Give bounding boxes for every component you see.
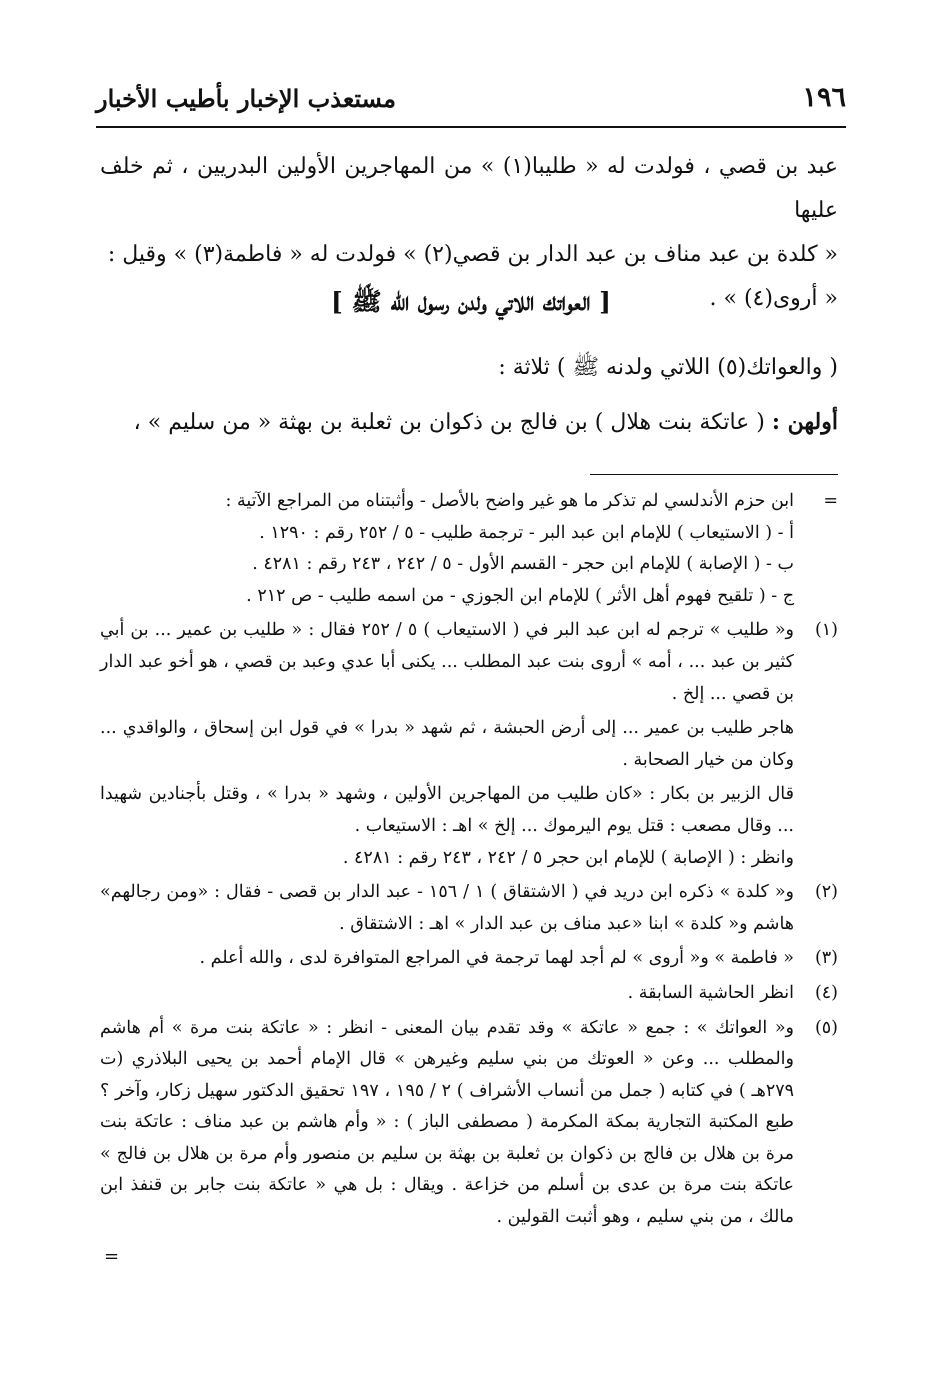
footnote-number: (١): [814, 620, 838, 641]
main-line-3: « أروى(٤) » .: [709, 286, 838, 311]
footnote-number: (٢): [814, 882, 838, 903]
main-line-1: عبد بن قصي ، فولدت له « طليبا(١) » من المهاجرين الأولين البدريين ، ثم خلف عليها: [100, 154, 838, 223]
footnote-paragraph: ب - ( الإصابة ) للإمام ابن حجر - القسم الأول - ٥ / ٢٤٢ ، ٢٤٣ رقم : ٤٢٨١ .: [252, 554, 794, 575]
footnote-paragraph: انظر الحاشية السابقة .: [627, 982, 794, 1003]
first-line-text: ( عاتكة بنت هلال ) بن فالج بن ذكوان بن ثعلبة بن بهثة « من سليم » ،: [133, 410, 765, 435]
footnote-1: [100, 615, 838, 874]
header-rule: [96, 126, 846, 128]
intro-line: ( والعواتك(٥) اللاتي ولدنه ﷺ ) ثلاثة :: [498, 355, 838, 380]
footnote-3: [100, 943, 838, 975]
footnote-paragraph: وانظر : ( الإصابة ) للإمام ابن حجر ٥ / ٢٤٢ ، ٢٤٣ رقم : ٤٢٨١ .: [342, 847, 794, 868]
footnote-paragraph: و« العواتك » : جمع « عاتكة » وقد تقدم بيان المعنى - انظر : « عاتكة بنت مرة » أم هاشم والمطلب ... وعن « العوتك من بني سليم وغيرهن » قال الإمام أحمد بن يحيى البلاذري (ت ٢٧٩هـ ) في كتابه ( جمل من أنساب الأشراف ) ٢ / ١٩٥ ، ١٩٧ تحقيق الدكتور سهيل زكار، وآخر ؟ طبع المكتبة التجارية بمكة المكرمة ( مصطفى الباز ) : « وأم هاشم بن عبد مناف : عاتكة بنت مرة بن هلال بن فالج بن ذكوان بن ثعلبة بن بهثة بن سليم بن منصور وأم مرة بن هلال بن فالج » عاتكة بنت مرة بن عدى بن أسلم من خزاعة . ويقال : بل هي « عاتكة بنت جابر بن قنفذ ابن مالك ، من بني سليم ، وهو أثبت القولين .: [100, 1017, 795, 1228]
footnote-5: [100, 1013, 838, 1234]
footnote-number: =: [823, 491, 838, 511]
footnote-number: (٥): [814, 1017, 838, 1038]
footnote-paragraph: أ - ( الاستيعاب ) للإمام ابن عبد البر - ترجمة طليب - ٥ / ٢٥٢ رقم : ١٢٩٠ .: [259, 522, 794, 543]
section-heading: [ العواتك اللاتي ولدن رسول الله ﷺ ]: [331, 287, 611, 316]
footnote-2: [100, 877, 838, 940]
footnote-4: [100, 978, 838, 1010]
footnote-number: (٣): [814, 948, 838, 969]
page-header: [96, 82, 846, 120]
continuation-mark: =: [104, 1246, 120, 1267]
first-line-label: أولهن :: [771, 409, 838, 435]
main-line-2: « كلدة بن عبد مناف بن عبد الدار بن قصي(٢) » فولدت له « فاطمة(٣) » وقيل :: [107, 242, 838, 267]
footnote-number: (٤): [814, 982, 838, 1003]
footnote-paragraph: و« طليب » ترجم له ابن عبد البر في ( الاستيعاب ) ٥ / ٢٥٢ فقال : « طليب بن عمير ... بن أبي كثير بن عبد ... ، أمه » أروى بنت عبد المطلب ... يكنى أبا عدي وعبد بن قصي ، هو أخو عبد الدار بن قصي ... إلخ .: [100, 620, 795, 704]
footnote-paragraph: ابن حزم الأندلسي لم تذكر ما هو غير واضح بالأصل - وأثبتناه من المراجع الآتية :: [225, 491, 794, 511]
footnotes: [100, 486, 838, 1237]
first-line: [100, 403, 838, 442]
footnote-paragraph: و« كلدة » ذكره ابن دريد في ( الاشتقاق ) ١ / ١٥٦ - عبد الدار بن قصى - فقال : «ومن رجالهم» هاشم و« كلدة » ابنا «عبد مناف بن عبد الدار » اهـ : الاشتقاق .: [100, 882, 794, 934]
footnote-paragraph: « فاطمة » و« أروى » لم أجد لهما ترجمة في المراجع المتوافرة لدى ، والله أعلم .: [199, 948, 794, 969]
footnote-separator: [590, 474, 838, 475]
footnote-paragraph: ج - ( تلقيح فهوم أهل الأثر ) للإمام ابن الجوزي - من اسمه طليب - ص ٢١٢ .: [246, 585, 794, 606]
footnote-continued: [100, 486, 838, 612]
footnote-paragraph: هاجر طليب بن عمير ... إلى أرض الحبشة ، ثم شهد « بدرا » في قول ابن إسحاق ، والواقدي ... وكان من خيار الصحابة .: [100, 718, 794, 770]
footnote-paragraph: قال الزبير بن بكار : «كان طليب من المهاجرين الأولين ، وشهد « بدرا » ، وقتل بأجنادين شهيدا ... وقال مصعب : قتل يوم اليرموك ... إلخ » اهـ : الاستيعاب .: [100, 784, 794, 836]
page-number: ١٩٦: [802, 82, 846, 113]
running-title: مستعذب الإخبار بأطيب الأخبار: [96, 84, 396, 113]
